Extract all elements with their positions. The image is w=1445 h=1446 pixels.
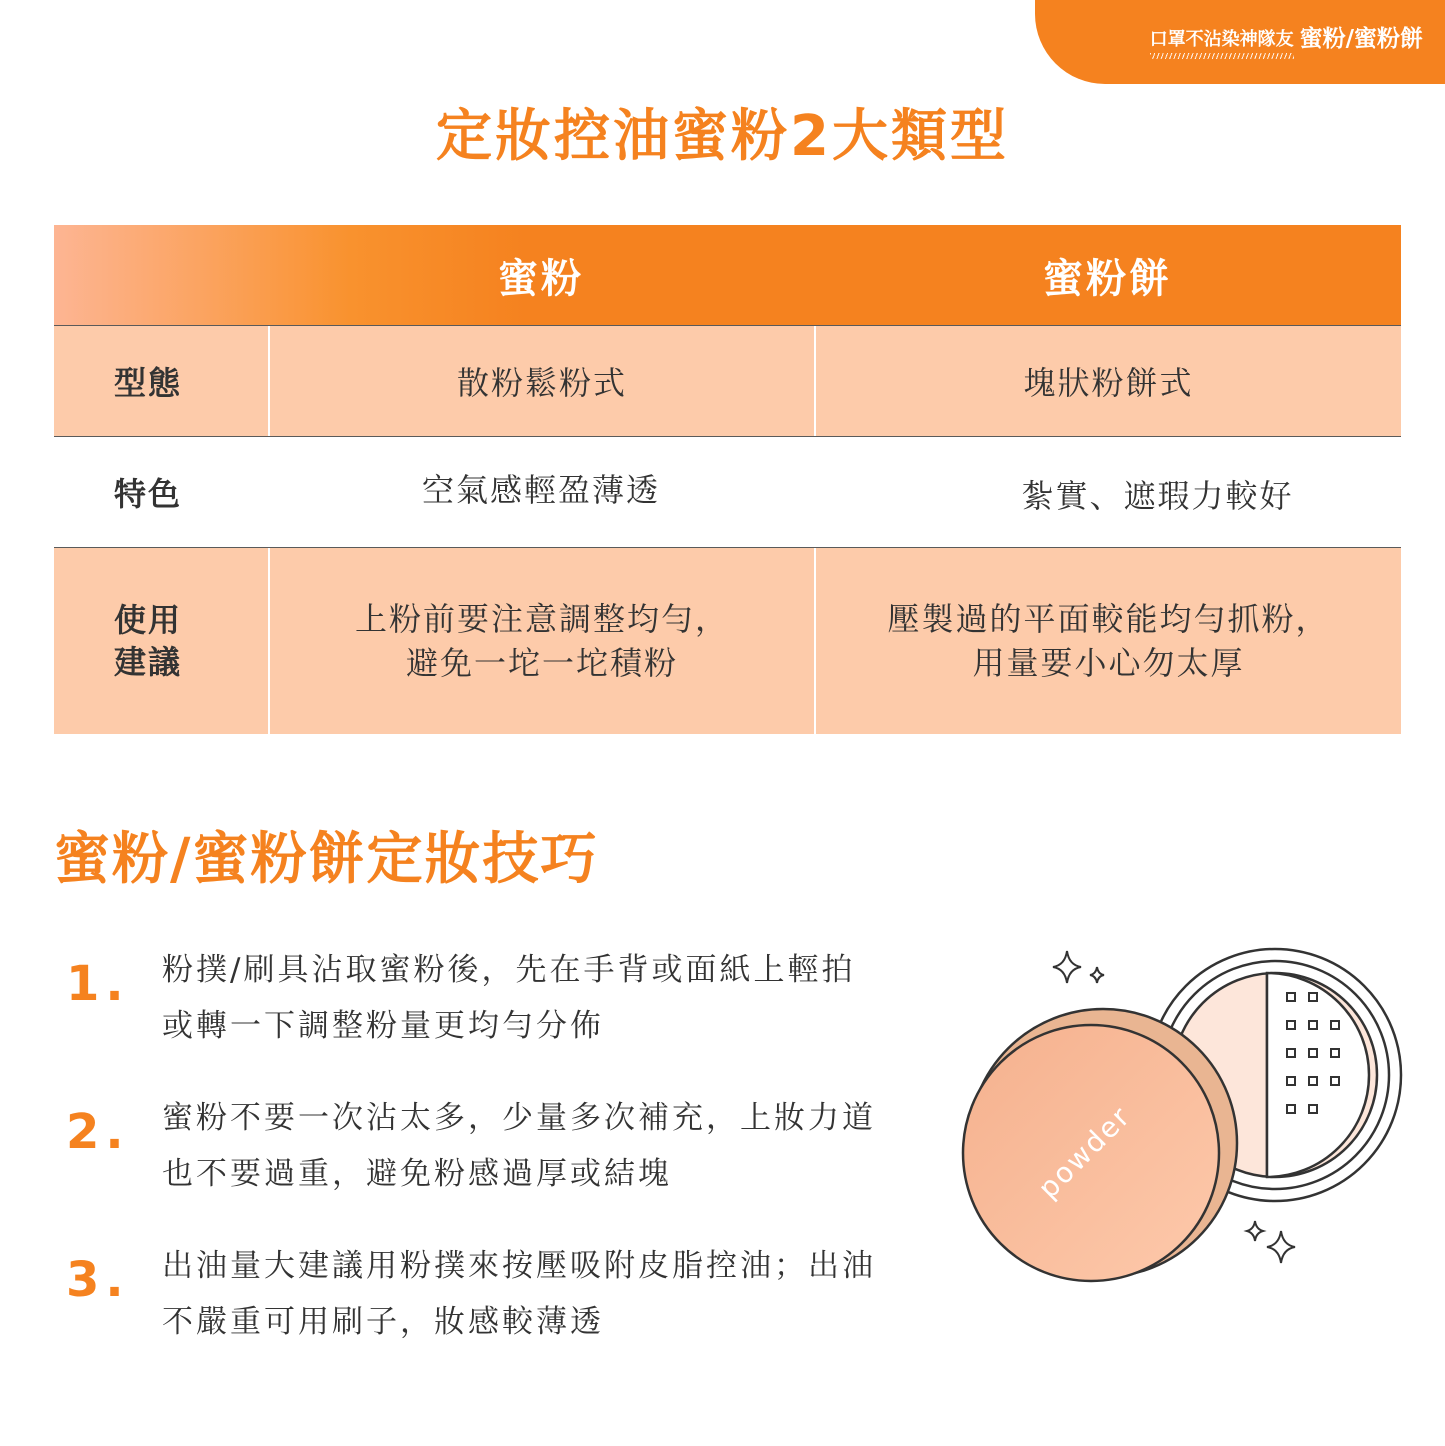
header-cell-empty [54,225,268,325]
tip-text [162,1238,942,1350]
row-label-text: 特色 [114,475,183,513]
powder-compact-svg [955,915,1415,1295]
tag-stripes [1150,53,1294,59]
cell-pressed-text: 塊狀粉餅式 [1023,364,1194,402]
header-cell-powder: 蜜粉 [498,255,584,302]
cell-powder-line: 避免一坨一坨積粉 [405,644,678,682]
cell-pressed [814,548,1401,734]
tip-item [66,1090,936,1238]
cell-pressed [814,326,1401,436]
tip-number: 3. [66,1252,130,1308]
tips-list [66,942,936,1386]
tip-line: 出油量大建議用粉撲來按壓吸附皮脂控油；出油 [162,1248,876,1284]
tip-number: 1. [66,956,130,1012]
tip-number: 2. [66,1104,130,1160]
lid-label: powder [1031,1099,1138,1205]
row-label [54,326,268,436]
tips-title: 蜜粉/蜜粉餅定妝技巧 [54,827,599,892]
tip-text [162,942,942,1054]
page-title: 定妝控油蜜粉2大類型 [436,104,1009,169]
sparkle-icon [1090,967,1104,983]
cell-pressed-line: 用量要小心勿太厚 [972,644,1245,682]
row-label-line: 建議 [114,643,183,681]
table-row-feature [54,436,1401,547]
cell-pressed-text: 紮實、遮瑕力較好 [1021,477,1294,515]
table-row-advice [54,547,1401,734]
row-label-line: 使用 [114,601,183,639]
table-row-form [54,325,1401,436]
tip-line: 蜜粉不要一次沾太多，少量多次補充，上妝力道 [162,1100,876,1136]
row-label [54,548,268,734]
category-tag [1035,0,1445,84]
tip-line: 也不要過重，避免粉感過厚或結塊 [162,1156,672,1192]
tag-main: 蜜粉/蜜粉餅 [1299,25,1423,52]
tip-line: 或轉一下調整粉量更均勻分佈 [162,1008,604,1044]
header-cell-pressed: 蜜粉餅 [1043,255,1172,302]
powder-compact-icon [955,915,1415,1295]
tag-kicker-text: 口罩不沾染神隊友 [1149,28,1294,50]
cell-powder-text: 空氣感輕盈薄透 [421,471,660,509]
row-label [54,437,268,547]
tip-text [162,1090,942,1202]
sparkle-icon [1247,1221,1263,1241]
cell-powder [268,548,814,734]
cell-powder [268,437,814,547]
tip-line: 粉撲/刷具沾取蜜粉後，先在手背或面紙上輕拍 [162,952,856,988]
tip-item [66,942,936,1090]
table-header [54,225,1401,325]
cell-pressed-line: 壓製過的平面較能均勻抓粉， [887,600,1330,638]
row-label-text: 型態 [114,364,183,402]
tip-item [66,1238,936,1386]
tag-kicker [1150,25,1294,59]
comparison-table [54,225,1401,734]
cell-pressed [814,437,1401,547]
cell-powder [268,326,814,436]
cell-powder-line: 上粉前要注意調整均勻， [354,600,729,638]
cell-powder-text: 散粉鬆粉式 [456,364,627,402]
sparkle-icon [1267,1231,1295,1263]
tip-line: 不嚴重可用刷子，妝感較薄透 [162,1304,604,1340]
sparkle-icon [1053,951,1081,983]
